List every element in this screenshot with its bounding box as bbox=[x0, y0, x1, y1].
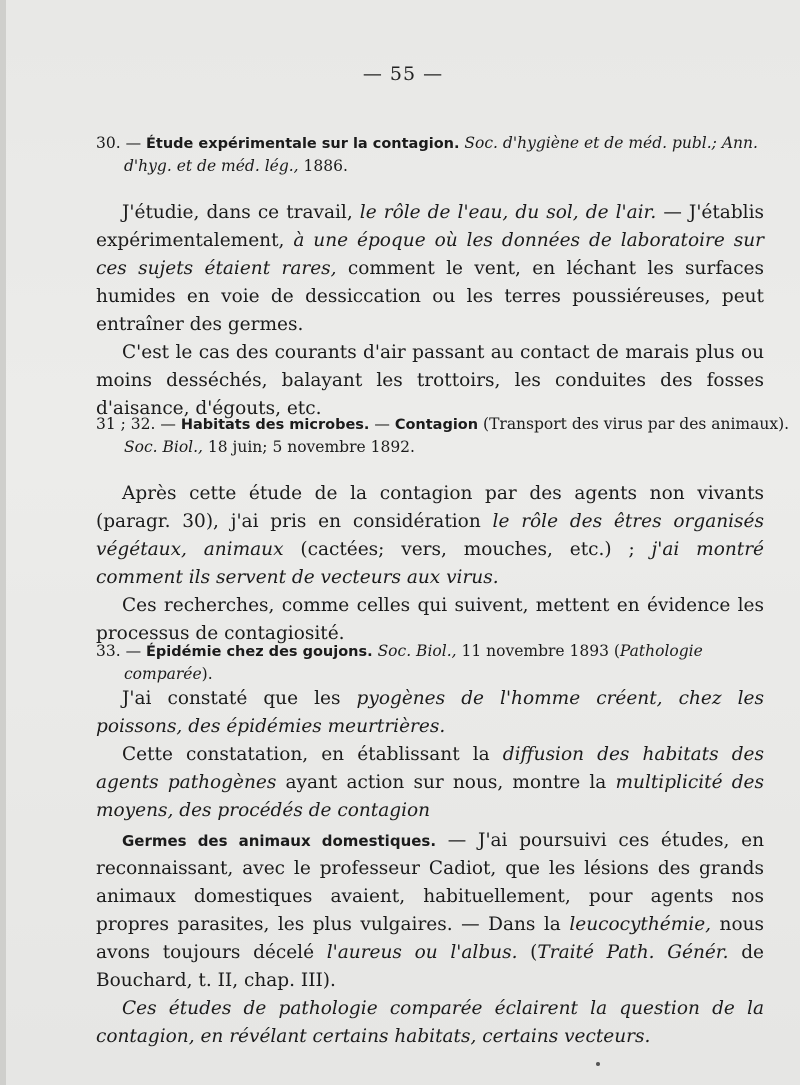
paragraph bbox=[96, 685, 764, 741]
paragraph bbox=[96, 995, 764, 1051]
text: — J'établis expérimentalement, bbox=[96, 202, 764, 251]
entry-title: Contagion bbox=[394, 417, 479, 433]
italic-text: leucocythémie, bbox=[569, 914, 712, 935]
entry-year: 1886. bbox=[298, 157, 348, 175]
text: Après cette étude de la contagion par des agents non vivants (paragr. 30), j'ai pris en considération bbox=[96, 483, 764, 532]
page-number: — 55 — bbox=[362, 63, 444, 85]
text: J'ai constaté que les bbox=[122, 688, 357, 709]
text: de Bouchard, t. II, chap. III). bbox=[96, 942, 765, 991]
italic-text: à une époque où les données de laboratoire sur ces sujets étaient rares, bbox=[96, 230, 764, 279]
paragraph bbox=[96, 480, 764, 592]
italic-text: Traité Path. Génér. bbox=[537, 942, 729, 963]
reference-entry-30 bbox=[96, 132, 792, 177]
entry-source: Soc. Biol., bbox=[124, 438, 203, 456]
entry-number: 33. — bbox=[96, 642, 147, 660]
entry-title: Épidémie chez des goujons. bbox=[146, 644, 373, 660]
entry-date: 11 novembre 1893 ( bbox=[456, 642, 620, 660]
entry-title: Habitats des microbes. bbox=[180, 417, 370, 433]
separator: — bbox=[369, 415, 395, 433]
text: Cette constatation, en établissant la bbox=[122, 744, 503, 765]
text: comment le vent, en léchant les surfaces humides en voie de dessiccation ou les terres poussiéreuses, peut entraîner des germes. bbox=[96, 258, 764, 335]
entry-subtitle: (Transport des virus par des animaux). bbox=[478, 415, 790, 433]
text: J'étudie, dans ce travail, bbox=[122, 202, 360, 223]
reference-entry-33 bbox=[96, 640, 792, 685]
entry-number: 30. — bbox=[96, 134, 147, 152]
paper-speck bbox=[596, 1062, 600, 1066]
paragraph: C'est le cas des courants d'air passant au contact de marais plus ou moins desséchés, balayant les trottoirs, les conduites des fosses d'aisance, d'égouts, etc. bbox=[96, 342, 764, 419]
entry-title: Étude expérimentale sur la contagion. bbox=[146, 136, 460, 152]
italic-text: le rôle de l'eau, du sol, de l'air. bbox=[359, 202, 657, 223]
paragraph bbox=[96, 741, 764, 825]
entry-source: Soc. d'hygiène et de méd. publ.; Ann. d'hyg. et de méd. lég., bbox=[124, 134, 758, 175]
italic-text: le rôle des êtres organisés végétaux, animaux bbox=[96, 511, 764, 560]
italic-text: diffusion des habitats des agents pathogènes bbox=[96, 744, 764, 793]
text: ). bbox=[201, 665, 213, 683]
paragraph bbox=[96, 827, 764, 995]
text: ( bbox=[517, 942, 538, 963]
paragraph bbox=[96, 199, 764, 339]
text: nous avons toujours décelé bbox=[96, 914, 764, 963]
entry-number: 31 ; 32. — bbox=[96, 415, 181, 433]
entry-dates: 18 juin; 5 novembre 1892. bbox=[202, 438, 415, 456]
section-33-body bbox=[96, 685, 764, 1051]
text: (cactées; vers, mouches, etc.) ; bbox=[283, 539, 652, 560]
text: — J'ai poursuivi ces études, en reconnaissant, avec le professeur Cadiot, que les lésions des grands animaux domestiques avaient, habituellement, pour agents nos propres parasites, les plus vulgaires. — Dans la bbox=[96, 830, 764, 935]
section-30-body bbox=[96, 199, 764, 423]
italic-text: multiplicité des moyens, des procédés de contagion bbox=[96, 772, 764, 821]
paragraph: Ces recherches, comme celles qui suivent, mettent en évidence les processus de contagiosité. bbox=[96, 595, 764, 644]
italic-text: pyogènes de l'homme créent, chez les poissons, des épidémies meurtrières. bbox=[96, 688, 764, 737]
entry-source: Soc. Biol., bbox=[372, 642, 457, 660]
text: ayant action sur nous, montre la bbox=[276, 772, 616, 793]
reference-entry-31-32 bbox=[96, 413, 792, 458]
italic-text: Pathologie comparée bbox=[124, 642, 703, 683]
italic-text: Ces études de pathologie comparée éclairent la question de la contagion, en révélant certains habitats, certains vecteurs. bbox=[96, 998, 764, 1047]
section-31-body bbox=[96, 480, 764, 648]
italic-text: j'ai montré comment ils servent de vecteurs aux virus. bbox=[96, 539, 764, 588]
bold-heading: Germes des animaux domestiques. bbox=[122, 832, 437, 850]
italic-text: l'aureus ou l'albus. bbox=[326, 942, 518, 963]
